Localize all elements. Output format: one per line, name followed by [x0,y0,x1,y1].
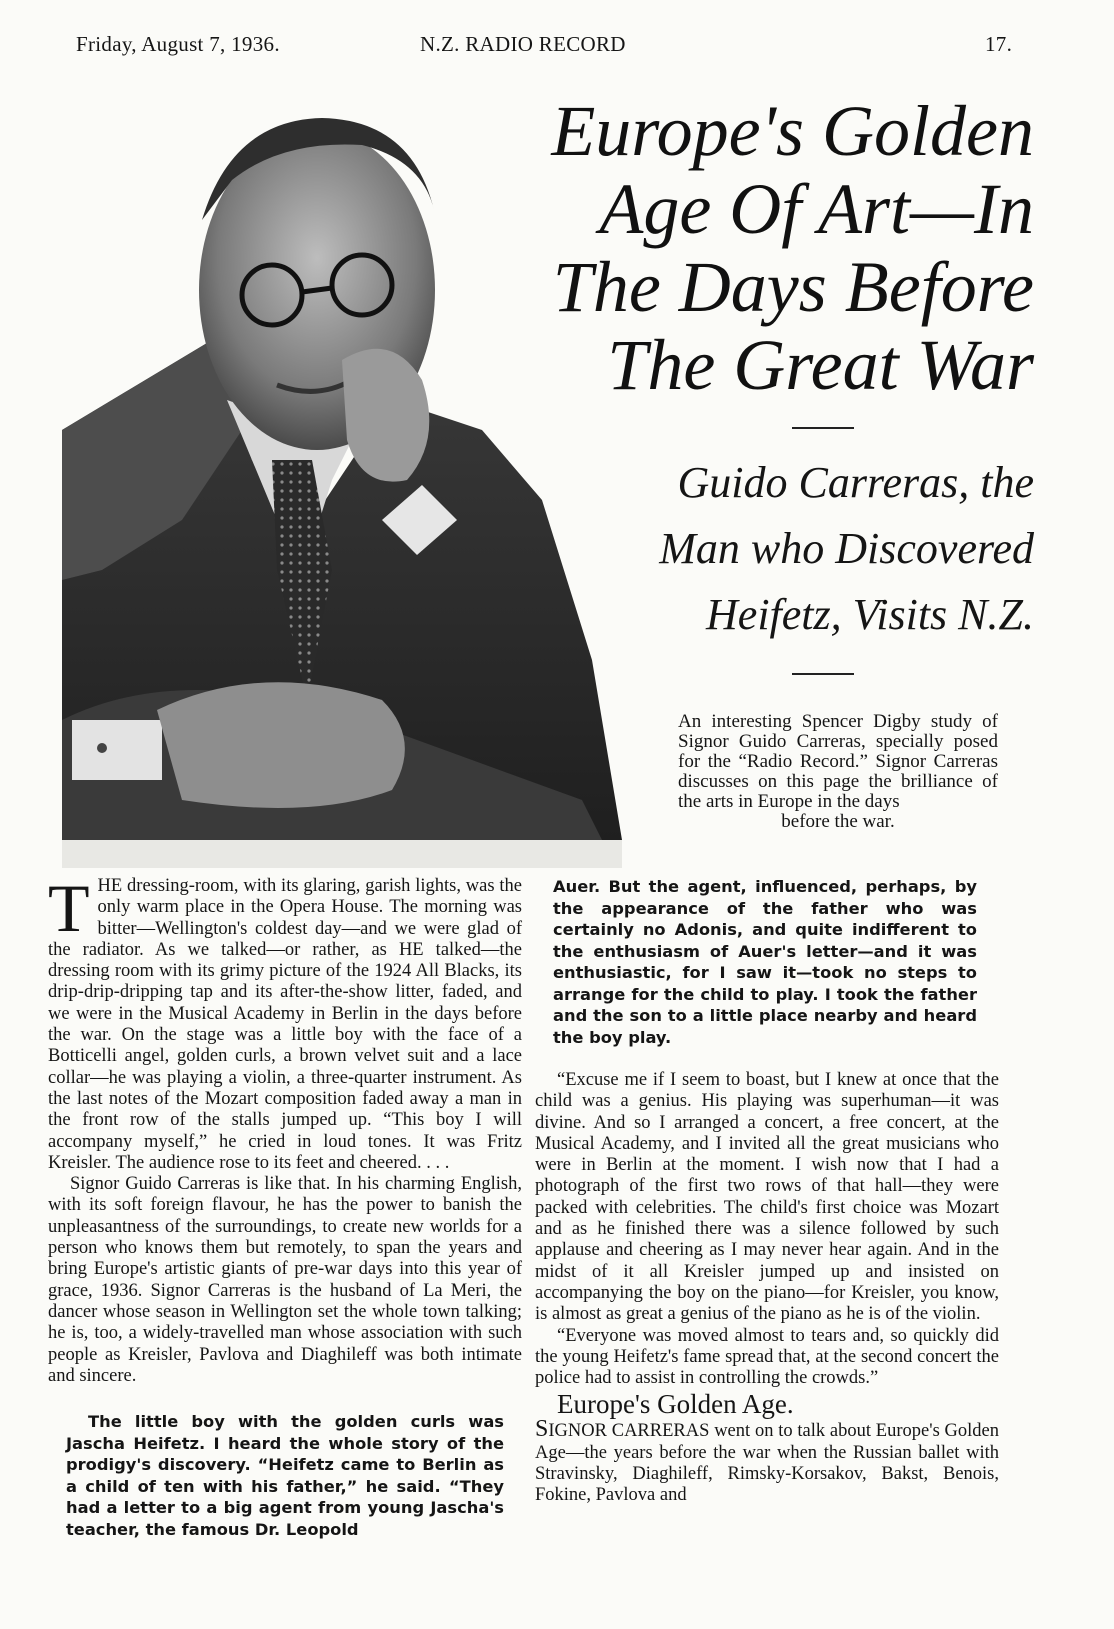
headline [434,92,1034,404]
drop-cap: T [48,870,90,946]
headline-line: Age Of Art—In [599,169,1034,249]
article-bold-paragraph: Auer. But the agent, influenced, perhaps, by the appearance of the father who was certainly no Adonis, and quite indifferent to the enthusiasm of Auer's letter—and it was enthusiastic, for I saw it—took no steps to arrange for the child to play. I took the father and the son to a little place nearby and heard the boy play. [553,877,977,1047]
article-paragraph: “Excuse me if I seem to boast, but I knew at once that the child was a genius. His playing was superhuman—it was divine. And so I arranged a concert, a free concert, at the Musical Academy, and I invited all the great musicians who were in Berlin at the moment. I wish now that I had a photograph of the first two rows of that hall—they were packed with celebrities. The child's first choice was Mozart and as he finished there was a silence followed by such applause and cheering as I may never hear again. And in the midst of it all Kreisler jumped up and insisted on accompanying the boy on the piano—for Kreisler, you know, is almost as great a genius of the piano as he is of the violin. [535,1070,999,1325]
headline-line: The Great War [607,325,1034,405]
headline-line: The Days Before [552,247,1034,327]
subheadline-line: Man who Discovered [659,524,1034,573]
subheadline [534,450,1034,648]
article-column-left [48,870,522,1540]
article-text: HE dressing-room, with its glaring, garish lights, was the only warm place in the Opera House. The morning was bitter—Wellington's coldest day—and we were glad of the radiator. As we talked—or rather, as HE talked—the dressing room with its grimy picture of the 1924 All Blacks, its drip-drip-dripping tap and its after-the-show litter, faded, and we were in the Musical Academy in Berlin in the days before the war. On the stage was a little boy with the face of a Botticelli angel, golden curls, a brown velvet suit and a lace collar—he was playing a violin, a three-quarter instrument. As the last notes of the Mozart composition faded away a man in the front row of the stalls jumped up. “This boy I will accompany myself,” he cried in loud tones. It was Fritz Kreisler. The audience rose to its feet and cheered. . . . [48,876,522,1173]
photo-caption-body: An interesting Spencer Digby study of Signor Guido Carreras, specially posed for the “Radio Record.” Signor Carreras discusses on this page the brilliance of the arts in Europe in the days [678,711,998,812]
subheadline-line: Guido Carreras, the [677,458,1034,507]
headline-line: Europe's Golden [551,91,1034,171]
article-text: went on to talk about Europe's Golden Age—the years before the war when the Russian ballet with Stravinsky, Diaghileff, Rimsky-Korsakov, Bakst, Benois, Fokine, Pavlova and [535,1421,1000,1506]
article-paragraph: Signor Guido Carreras is like that. In his charming English, with its soft foreign flavour, he has the power to banish the unpleasantness of the surroundings, to create new worlds for a person who knows them but remotely, to span the years and bring Europe's artistic giants of pre-war days into this year of grace, 1936. Signor Carreras is the husband of La Meri, the dancer whose season in Wellington set the whole town talking; he is, too, a widely-travelled man whose association with such people as Kreisler, Pavlova and Diaghileff was both intimate and sincere. [48,1174,522,1386]
header-publication: N.Z. RADIO RECORD [420,32,626,56]
article-paragraph: “Everyone was moved almost to tears and, so quickly did the young Heifetz's fame spread that, at the second concert the police had to assist in controlling the crowds.” [535,1325,999,1389]
photo-caption-last-line: before the war. [781,811,895,832]
divider [792,673,854,675]
photo-caption [678,712,998,832]
article-column-right [535,876,999,1507]
divider [792,427,854,429]
header-page-number: 17. [985,32,1013,56]
small-caps-lead: S [535,1416,549,1443]
article-paragraph [48,870,522,1174]
subsection-title: Europe's Golden Age. [557,1389,794,1420]
article-bold-paragraph: The little boy with the golden curls was Jascha Heifetz. I heard the whole story of the prodigy's discovery. “Heifetz came to Berlin as a child of ten with his father,” he said. “They had a letter to a big agent from young Jascha's teacher, the famous Dr. Leopold [66,1412,504,1539]
article-paragraph [535,1416,1000,1506]
subheadline-line: Heifetz, Visits N.Z. [706,590,1034,639]
header-date: Friday, August 7, 1936. [76,32,280,56]
small-caps-text: IGNOR CARRERAS [548,1421,710,1442]
